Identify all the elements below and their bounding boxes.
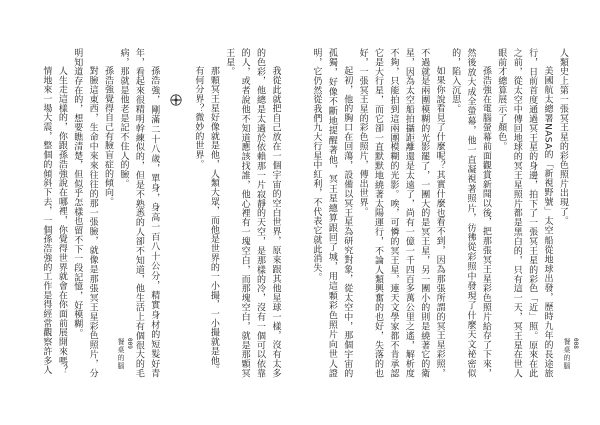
right-running-title: 餐桌的腦 [563,338,571,370]
paragraph: 那顆冥王星好像就是他，人類大眾，而他是世界的一小撮，一小撮就是他。 [208,66,219,375]
paragraph: 孫浩強在電腦螢幕前面觀賞新聞以後，把那張冥王星彩色照片給存了下來，然後放大成全螢幕，他一直凝視著照片，彷彿從彩照中發現了什麼天文祕密似的，陷入沉思。 [450,48,491,378]
left-page-number: 009 [126,338,133,349]
left-page-upper-body [190,48,282,378]
paragraph: 孫浩強，剛滿二十八歲，單身，身高一百八十公分，精實身材的短髮好青年，看起來很精明幹練似的，但是不熟悉的人卻不知道，他生活上有個很大的毛病，那就是他老是記不住人的臉。 [118,48,160,378]
paragraph: 孫浩強覺得自己有臉盲症的傾向。 [103,66,114,207]
paragraph: 起初，他的胸口在回蕩，設備以冥王星為研究對象，從太空中，那個宇宙的孤獨，好像不斷地提醒著他，冥王星總算跟回了城，用這顆彩色照片向世人證明，它仍然從我們九大行星中紅利，不代表它就此消失。 [311,48,353,378]
paragraph: 對臉這東西，生命中來來往往的那一張臉，就像是那張冥王星彩色照片，分明知道存在的，想要瞧清楚，但似乎怎樣也留不下一段記憶，好模糊。 [72,48,98,378]
right-page-body [308,48,570,378]
paragraph: 如果你說看見了什麼呢？其實什麼也看不到，因為那張所謂的冥王星彩照，不過就是兩團模糊的光影罷了，一團大的是冥王星，另一團小的則是繞著它的衛星，因為太空船拍攝距離還是太遠了，尚有一億一千四百多萬公里之遙，解析度不夠，只能拍到這兩團模糊的光影。唉，可憐的冥王星，連天文學家都不肯承認它是大行星，而它卻一直默默地繞著太陽運行，不論人類興奮的也好，失落的也好，一張冥王星的彩色照片，傳出世界。 [357,48,445,378]
left-page-body [38,48,161,378]
left-page [38,48,162,378]
paragraph: 美國航太總署NASA的「新視野號」太空船從地球出發，歷時九年的長途旅行，日前首度通過冥王星的身邊，拍下了一張冥王星的彩色「近」照。原來在此之前，從太空中傳回地球的冥王星照片都是黑白的，只有這一天，冥王星在世人眼前才總算展示了顏色。 [496,48,553,378]
paragraph: 我從此就把自己放在一個宇宙的空白世界，原來跟其他星球一樣，沒有太多的色彩，他總是太過於依賴那一片寂靜的天空，是那樣的冷，沒有一個可以依靠的人，或者說他不知道應該找誰，他心裡有一塊空白，而那塊空白，就是那顆冥王星。 [224,48,281,378]
paragraph: 人生走這樣的，你跟孫浩強說在哪裡，你覺得世界就會在你面前展開來嗎？ [56,66,67,375]
flower-ornament-icon [170,94,182,106]
left-running-title: 餐桌的腦 [117,338,125,370]
right-page-number: 008 [572,338,579,349]
paragraph: 人類史上第一張冥王星的彩色照片出現了。 [557,48,568,226]
paragraph: 情地來一場大震，整個的傾斜下去，一個孫浩強的工作是得經常觀察許多人 [41,66,52,375]
left-page-upper [190,48,302,378]
paragraph: 有何分界？微妙的世界。 [193,66,204,169]
